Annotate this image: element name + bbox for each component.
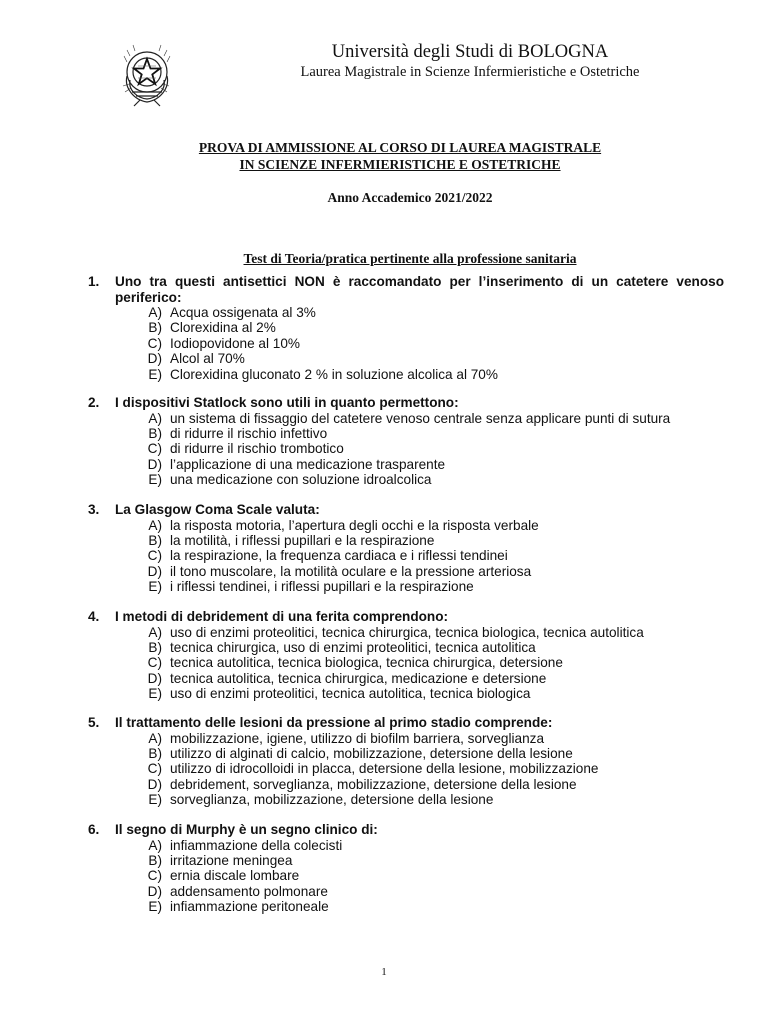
option-letter: D) xyxy=(147,670,162,686)
option-text: tecnica autolitica, tecnica chirurgica, medicazione e detersione xyxy=(170,670,547,686)
answer-option xyxy=(88,441,724,456)
answer-option xyxy=(88,564,724,579)
academic-year: Anno Accademico 2021/2022 xyxy=(327,190,493,205)
answer-option xyxy=(88,472,724,487)
answer-option xyxy=(88,899,724,914)
option-letter: A) xyxy=(148,305,162,320)
answer-option xyxy=(88,336,724,351)
answer-option xyxy=(88,853,724,868)
answer-option xyxy=(88,640,724,655)
question-1 xyxy=(88,274,724,382)
answer-options xyxy=(88,411,724,488)
option-letter: D) xyxy=(147,563,162,579)
option-letter: B) xyxy=(148,320,162,336)
answer-option xyxy=(88,411,724,426)
option-letter: C) xyxy=(147,655,162,671)
option-text: i riflessi tendinei, i riflessi pupillari e la respirazione xyxy=(170,579,474,595)
option-text: un sistema di fissaggio del catetere venoso centrale senza applicare punti di sutura xyxy=(170,410,671,426)
option-text: Acqua ossigenata al 3% xyxy=(170,305,316,320)
answer-option xyxy=(88,761,724,776)
option-letter: C) xyxy=(147,441,162,457)
answer-option xyxy=(88,746,724,761)
question-number: 6. xyxy=(88,822,100,837)
option-text: Alcol al 70% xyxy=(170,351,245,367)
question-6 xyxy=(88,822,724,915)
question-2 xyxy=(88,395,724,488)
answer-option xyxy=(88,320,724,335)
exam-title-line-2: IN SCIENZE INFERMIERISTICHE E OSTETRICHE xyxy=(239,157,561,172)
option-text: infiammazione peritoneale xyxy=(170,899,329,915)
option-text: la risposta motoria, l’apertura degli occhi e la risposta verbale xyxy=(170,517,539,533)
section-heading: Test di Teoria/pratica pertinente alla professione sanitaria xyxy=(243,251,577,266)
option-letter: E) xyxy=(148,792,162,808)
option-text: la respirazione, la frequenza cardiaca e i riflessi tendinei xyxy=(170,548,508,564)
option-text: l’applicazione di una medicazione trasparente xyxy=(170,456,446,472)
answer-options xyxy=(88,625,724,702)
exam-title-line-1: PROVA DI AMMISSIONE AL CORSO DI LAUREA MAGISTRALE xyxy=(198,140,602,155)
answer-option xyxy=(88,533,724,548)
option-letter: A) xyxy=(148,837,162,853)
question-3 xyxy=(88,502,724,595)
answer-option xyxy=(88,518,724,533)
option-text: uso di enzimi proteolitici, tecnica autolitica, tecnica biologica xyxy=(170,686,531,702)
answer-options xyxy=(88,731,724,808)
question-text: La Glasgow Coma Scale valuta: xyxy=(115,502,320,517)
option-letter: B) xyxy=(148,639,162,655)
answer-option xyxy=(88,868,724,883)
option-letter: E) xyxy=(148,899,162,915)
option-text: irritazione meningea xyxy=(170,852,293,868)
question-4 xyxy=(88,609,724,702)
question-text: Il segno di Murphy è un segno clinico di: xyxy=(115,822,378,837)
option-letter: D) xyxy=(147,351,162,367)
question-number: 2. xyxy=(88,395,100,410)
option-letter: E) xyxy=(148,472,162,488)
option-text: la motilità, i riflessi pupillari e la respirazione xyxy=(170,532,435,548)
question-text: I dispositivi Statlock sono utili in quanto permettono: xyxy=(115,395,459,410)
answer-option xyxy=(88,671,724,686)
option-text: utilizzo di idrocolloidi in placca, detersione della lesione, mobilizzazione xyxy=(170,761,599,777)
option-letter: C) xyxy=(147,548,162,564)
answer-option xyxy=(88,792,724,807)
option-text: Clorexidina gluconato 2 % in soluzione alcolica al 70% xyxy=(170,366,498,382)
question-text: Il trattamento delle lesioni da pressione al primo stadio comprende: xyxy=(115,715,553,730)
option-text: tecnica chirurgica, uso di enzimi proteolitici, tecnica autolitica xyxy=(170,639,536,655)
option-letter: B) xyxy=(148,745,162,761)
answer-option xyxy=(88,777,724,792)
answer-option xyxy=(88,305,724,320)
option-letter: C) xyxy=(147,335,162,351)
option-text: utilizzo di alginati di calcio, mobilizzazione, detersione della lesione xyxy=(170,745,573,761)
question-text: I metodi di debridement di una ferita comprendono: xyxy=(115,609,449,624)
option-letter: D) xyxy=(147,776,162,792)
option-text: il tono muscolare, la motilità oculare e la pressione arteriosa xyxy=(170,563,532,579)
question-5 xyxy=(88,715,724,808)
question-number: 1. xyxy=(88,274,100,289)
page-number: 1 xyxy=(381,966,387,978)
option-text: debridement, sorveglianza, mobilizzazione, detersione della lesione xyxy=(170,776,577,792)
option-letter: A) xyxy=(148,410,162,426)
option-letter: C) xyxy=(147,761,162,777)
option-letter: C) xyxy=(147,868,162,884)
answer-options xyxy=(88,305,724,382)
answer-option xyxy=(88,655,724,670)
answer-option xyxy=(88,579,724,594)
question-number: 4. xyxy=(88,609,100,624)
university-name: Università degli Studi di BOLOGNA xyxy=(331,42,609,62)
option-text: Iodiopovidone al 10% xyxy=(170,335,300,351)
answer-options xyxy=(88,838,724,915)
option-text: una medicazione con soluzione idroalcolica xyxy=(170,472,432,488)
option-text: Clorexidina al 2% xyxy=(170,320,276,336)
option-text: addensamento polmonare xyxy=(170,883,328,899)
exam-title xyxy=(100,139,700,173)
answer-option xyxy=(88,731,724,746)
option-letter: E) xyxy=(148,579,162,595)
option-letter: A) xyxy=(148,517,162,533)
option-letter: E) xyxy=(148,686,162,702)
option-text: di ridurre il rischio trombotico xyxy=(170,441,344,457)
option-letter: B) xyxy=(148,425,162,441)
answer-option xyxy=(88,367,724,382)
option-text: uso di enzimi proteolitici, tecnica chirurgica, tecnica biologica, tecnica autolitica xyxy=(170,624,644,640)
option-letter: E) xyxy=(148,366,162,382)
answer-option xyxy=(88,426,724,441)
option-text: di ridurre il rischio infettivo xyxy=(170,425,328,441)
italian-republic-emblem-icon xyxy=(118,42,176,110)
answer-option xyxy=(88,457,724,472)
answer-option xyxy=(88,884,724,899)
option-text: ernia discale lombare xyxy=(170,868,300,884)
option-text: sorveglianza, mobilizzazione, detersione della lesione xyxy=(170,792,494,808)
question-number: 3. xyxy=(88,502,100,517)
question-number: 5. xyxy=(88,715,100,730)
option-letter: A) xyxy=(148,624,162,640)
answer-options xyxy=(88,518,724,595)
question-text: Uno tra questi antisettici NON è raccomandato per l’inserimento di un catetere venoso periferico: xyxy=(115,274,724,305)
option-letter: D) xyxy=(147,883,162,899)
option-text: mobilizzazione, igiene, utilizzo di biofilm barriera, sorveglianza xyxy=(170,730,545,746)
option-letter: D) xyxy=(147,456,162,472)
answer-option xyxy=(88,625,724,640)
option-text: infiammazione della colecisti xyxy=(170,837,343,853)
answer-option xyxy=(88,838,724,853)
option-letter: B) xyxy=(148,852,162,868)
option-letter: B) xyxy=(148,532,162,548)
degree-name: Laurea Magistrale in Scienze Infermieristiche e Ostetriche xyxy=(300,64,640,80)
option-letter: A) xyxy=(148,730,162,746)
option-text: tecnica autolitica, tecnica biologica, tecnica chirurgica, detersione xyxy=(170,655,563,671)
answer-option xyxy=(88,686,724,701)
answer-option xyxy=(88,351,724,366)
answer-option xyxy=(88,548,724,563)
